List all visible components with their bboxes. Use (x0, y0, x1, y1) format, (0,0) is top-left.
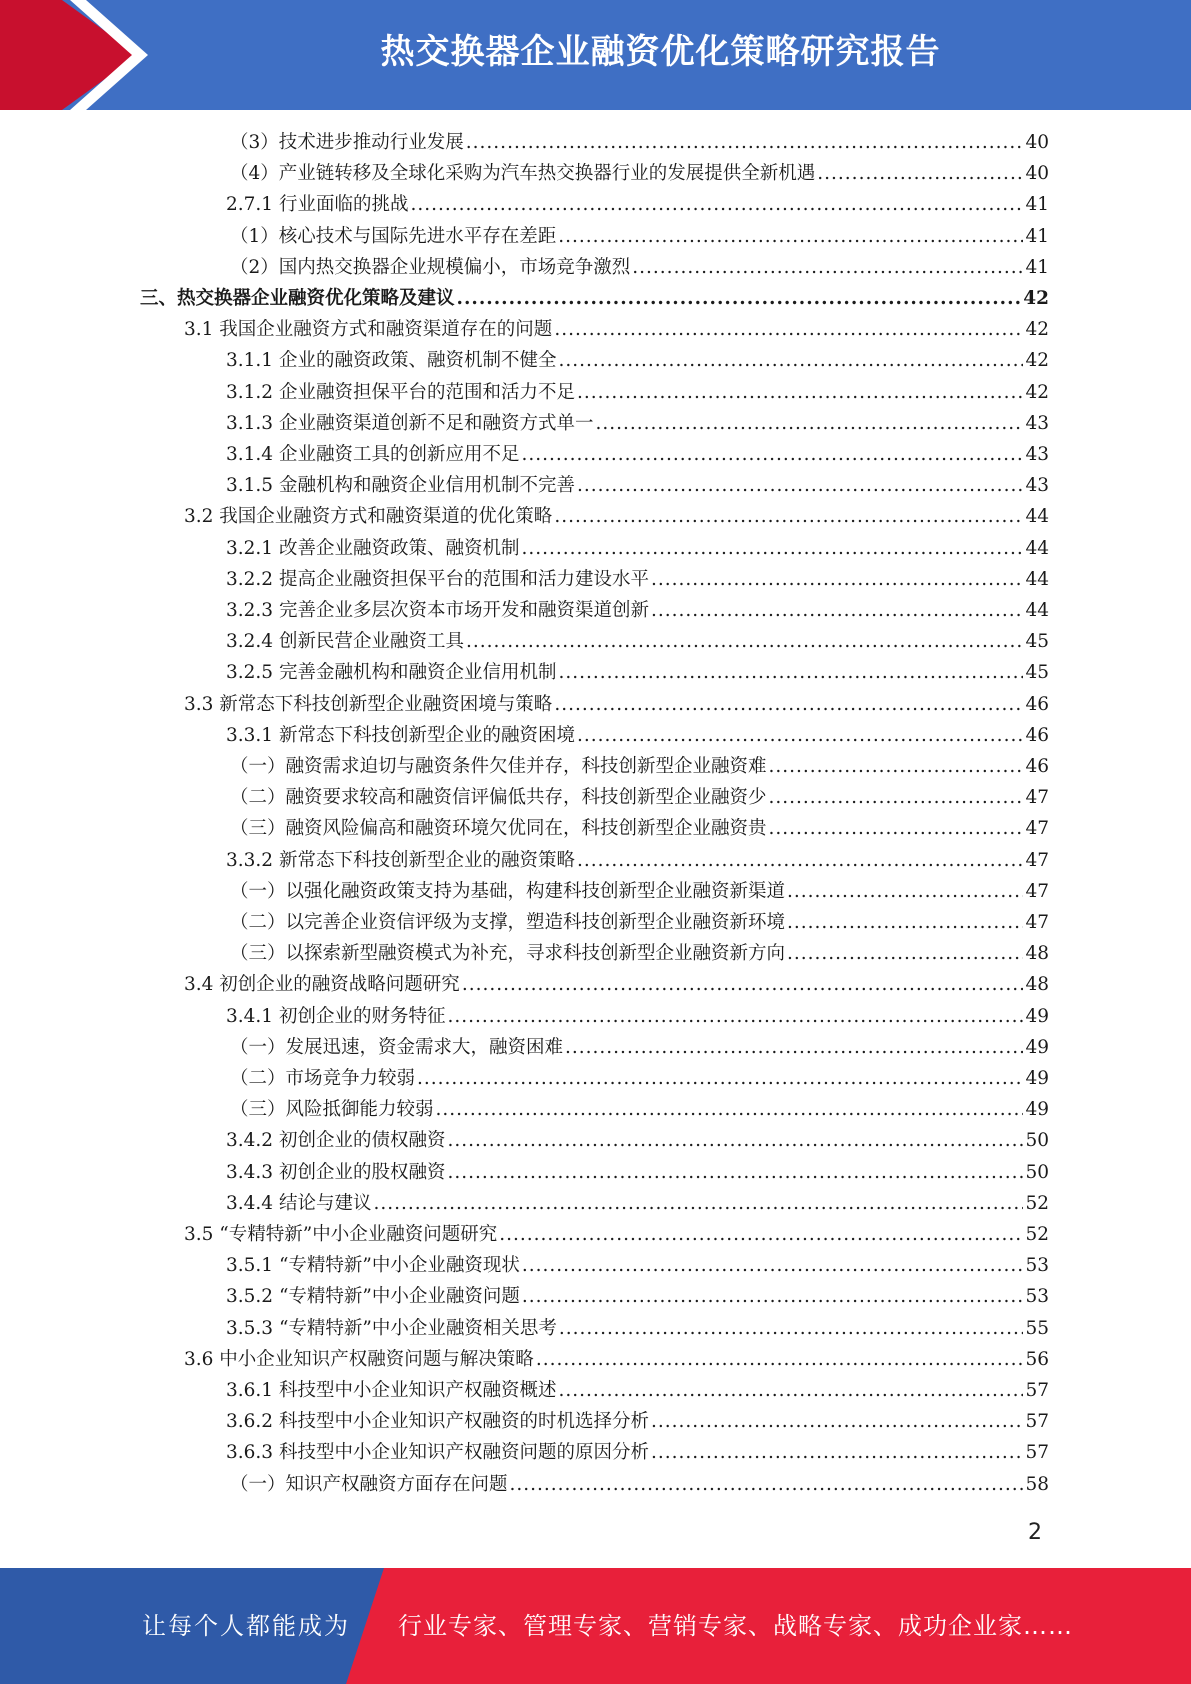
toc-entry-label: 3.3 新常态下科技创新型企业融资困境与策略 (184, 693, 553, 715)
toc-dot-leader (417, 1063, 1023, 1094)
toc-entry-label: （三）融资风险偏高和融资环境欠优同在，科技创新型企业融资贵 (230, 818, 767, 840)
toc-dot-leader (554, 314, 1023, 345)
toc-entry-label: 3.4.2 初创企业的债权融资 (226, 1130, 446, 1152)
toc-dot-leader (410, 189, 1023, 220)
toc-dot-leader (651, 595, 1023, 626)
toc-entry-label: （二）市场竞争力较弱 (230, 1068, 416, 1089)
toc-entry-page: 46 (1025, 756, 1049, 777)
report-title: 热交换器企业融资优化策略研究报告 (380, 32, 941, 72)
toc-entry-label: （4）产业链转移及全球化采购为汽车热交换器行业的发展提供全新机遇 (230, 163, 816, 185)
toc-dot-leader (558, 221, 1023, 252)
toc-entry[interactable] (226, 657, 1049, 688)
toc-dot-leader (577, 470, 1023, 501)
toc-dot-leader (595, 408, 1023, 439)
toc-entry-page: 42 (1025, 350, 1049, 372)
toc-dot-leader (499, 1219, 1023, 1250)
footer-slogan-left: 让每个人都能成为 (142, 1612, 350, 1640)
toc-entry-page: 47 (1025, 818, 1049, 840)
toc-entry-page: 49 (1025, 1005, 1049, 1027)
toc-dot-leader (522, 1250, 1024, 1281)
toc-entry[interactable] (226, 377, 1049, 408)
toc-entry[interactable] (230, 813, 1049, 844)
toc-entry-page: 55 (1025, 1317, 1049, 1339)
toc-entry-label: 3.1.3 企业融资渠道创新不足和融资方式单一 (226, 412, 594, 434)
toc-entry-page: 50 (1025, 1130, 1049, 1152)
toc-entry[interactable] (230, 252, 1049, 283)
toc-entry-label: 2.7.1 行业面临的挑战 (226, 194, 409, 216)
toc-entry[interactable] (184, 969, 1049, 1000)
toc-dot-leader (447, 1001, 1023, 1032)
toc-entry-page: 40 (1025, 163, 1049, 185)
toc-dot-leader (787, 938, 1023, 969)
toc-dot-leader (769, 813, 1024, 844)
toc-entry-page: 41 (1025, 225, 1049, 247)
toc-dot-leader (559, 1313, 1024, 1344)
toc-entry-page: 44 (1025, 568, 1049, 590)
toc-entry-label: （三）以探索新型融资模式为补充，寻求科技创新型企业融资新方向 (230, 943, 786, 965)
toc-entry[interactable] (230, 876, 1049, 907)
toc-dot-leader (466, 127, 1024, 158)
toc-entry-label: （二）以完善企业资信评级为支撑，塑造科技创新型企业融资新环境 (230, 912, 786, 933)
toc-entry-page: 44 (1025, 537, 1049, 559)
toc-dot-leader (651, 1406, 1023, 1437)
toc-entry[interactable] (226, 1001, 1049, 1032)
toc-entry[interactable] (230, 1469, 1049, 1500)
toc-entry[interactable] (230, 158, 1049, 189)
toc-entry-page: 56 (1025, 1348, 1049, 1370)
toc-dot-leader (510, 1469, 1024, 1500)
toc-dot-leader (577, 720, 1023, 751)
toc-entry-page: 47 (1025, 912, 1049, 933)
toc-dot-leader (817, 158, 1023, 189)
toc-dot-leader (521, 533, 1023, 564)
toc-dot-leader (447, 1157, 1023, 1188)
toc-entry-label: 3.4.4 结论与建议 (226, 1192, 372, 1214)
toc-entry[interactable] (226, 1437, 1049, 1468)
toc-dot-leader (565, 1032, 1023, 1063)
toc-entry-page: 58 (1025, 1473, 1049, 1495)
toc-entry-label: 3.2.3 完善企业多层次资本市场开发和融资渠道创新 (226, 600, 649, 621)
toc-entry-page: 43 (1025, 444, 1049, 465)
toc-entry[interactable] (230, 938, 1049, 969)
toc-dot-leader (558, 1375, 1023, 1406)
toc-dot-leader (436, 1094, 1024, 1125)
toc-entry[interactable] (184, 314, 1049, 345)
toc-entry-label: 3.4.1 初创企业的财务特征 (226, 1005, 446, 1027)
toc-entry[interactable] (226, 720, 1049, 751)
toc-dot-leader (466, 626, 1023, 657)
page-footer (0, 1568, 1191, 1684)
toc-entry-label: 3.1 我国企业融资方式和融资渠道存在的问题 (184, 319, 553, 341)
toc-entry-page: 53 (1025, 1255, 1049, 1277)
toc-entry-page: 47 (1025, 849, 1049, 871)
toc-entry-label: 3.5.1 “专精特新”中小企业融资现状 (226, 1255, 520, 1277)
toc-dot-leader (522, 1281, 1024, 1312)
toc-entry-label: 3.5 “专精特新”中小企业融资问题研究 (184, 1224, 498, 1245)
toc-dot-leader (536, 1344, 1024, 1375)
toc-entry-label: 3.6.2 科技型中小企业知识产权融资的时机选择分析 (226, 1411, 649, 1433)
toc-entry[interactable] (226, 595, 1049, 626)
toc-entry[interactable] (226, 1188, 1049, 1219)
toc-entry-page: 48 (1025, 974, 1049, 996)
toc-entry-page: 44 (1025, 600, 1049, 621)
toc-entry-page: 52 (1025, 1224, 1049, 1245)
footer-slogan-right: 行业专家、管理专家、营销专家、战略专家、成功企业家…… (398, 1612, 1073, 1640)
toc-entry[interactable] (230, 751, 1049, 782)
toc-entry-page: 41 (1025, 194, 1049, 216)
toc-entry-label: 3.5.2 “专精特新”中小企业融资问题 (226, 1286, 520, 1308)
toc-entry-page: 42 (1023, 288, 1049, 309)
toc-entry[interactable] (226, 1406, 1049, 1437)
toc-entry[interactable] (140, 283, 1049, 314)
toc-entry-page: 40 (1025, 132, 1049, 153)
toc-dot-leader (651, 564, 1023, 595)
toc-entry[interactable] (184, 501, 1049, 532)
toc-entry[interactable] (184, 1344, 1049, 1375)
toc-entry-page: 42 (1025, 319, 1049, 341)
toc-dot-leader (373, 1188, 1023, 1219)
header-arrow-decoration (0, 0, 150, 110)
toc-entry[interactable] (226, 1375, 1049, 1406)
toc-entry-label: 3.1.2 企业融资担保平台的范围和活力不足 (226, 381, 575, 403)
toc-entry[interactable] (184, 689, 1049, 720)
toc-entry-label: 三、热交换器企业融资优化策略及建议 (140, 288, 455, 309)
toc-entry[interactable] (226, 189, 1049, 220)
toc-entry-page: 44 (1025, 506, 1049, 528)
toc-entry-label: 3.6 中小企业知识产权融资问题与解决策略 (184, 1348, 534, 1370)
toc-dot-leader (632, 252, 1023, 283)
toc-dot-leader (787, 876, 1023, 907)
toc-entry[interactable] (230, 782, 1049, 813)
toc-entry-page: 49 (1025, 1036, 1049, 1058)
toc-dot-leader (554, 689, 1023, 720)
toc-entry[interactable] (226, 1313, 1049, 1344)
toc-entry[interactable] (226, 439, 1049, 470)
toc-entry[interactable] (230, 1063, 1049, 1094)
toc-entry-page: 43 (1025, 412, 1049, 434)
toc-entry[interactable] (184, 1219, 1049, 1250)
toc-entry[interactable] (230, 907, 1049, 938)
toc-entry[interactable] (226, 470, 1049, 501)
toc-entry-label: 3.4 初创企业的融资战略问题研究 (184, 974, 460, 996)
toc-entry-label: （3）技术进步推动行业发展 (230, 132, 464, 153)
toc-entry-page: 42 (1025, 381, 1049, 403)
toc-entry-page: 57 (1025, 1411, 1049, 1433)
toc-entry-page: 43 (1025, 475, 1049, 497)
toc-dot-leader (462, 969, 1024, 1000)
toc-entry-label: 3.2.5 完善金融机构和融资企业信用机制 (226, 662, 557, 684)
toc-entry[interactable] (226, 1250, 1049, 1281)
toc-entry-page: 57 (1025, 1442, 1049, 1464)
toc-dot-leader (769, 782, 1024, 813)
toc-entry[interactable] (230, 1032, 1049, 1063)
toc-entry[interactable] (230, 1094, 1049, 1125)
toc-entry[interactable] (230, 221, 1049, 252)
toc-entry-page: 50 (1025, 1161, 1049, 1183)
toc-entry-page: 53 (1025, 1286, 1049, 1308)
toc-entry[interactable] (226, 564, 1049, 595)
toc-entry-label: 3.1.4 企业融资工具的创新应用不足 (226, 444, 520, 465)
toc-entry[interactable] (226, 845, 1049, 876)
toc-entry-label: （一）融资需求迫切与融资条件欠佳并存，科技创新型企业融资难 (230, 756, 767, 777)
toc-entry[interactable] (230, 127, 1049, 158)
toc-entry-label: 3.4.3 初创企业的股权融资 (226, 1161, 446, 1183)
toc-entry[interactable] (226, 626, 1049, 657)
toc-entry-label: 3.1.1 企业的融资政策、融资机制不健全 (226, 350, 557, 372)
toc-entry-label: 3.1.5 金融机构和融资企业信用机制不完善 (226, 475, 575, 497)
toc-entry[interactable] (226, 345, 1049, 376)
toc-dot-leader (457, 283, 1022, 314)
toc-entry-label: 3.2.4 创新民营企业融资工具 (226, 631, 464, 653)
toc-entry-page: 49 (1025, 1068, 1049, 1089)
toc-entry-page: 45 (1025, 631, 1049, 653)
toc-entry[interactable] (226, 1157, 1049, 1188)
toc-entry-label: （一）以强化融资政策支持为基础，构建科技创新型企业融资新渠道 (230, 880, 786, 902)
toc-entry-page: 47 (1025, 880, 1049, 902)
toc-entry[interactable] (226, 1125, 1049, 1156)
toc-dot-leader (651, 1437, 1023, 1468)
toc-entry-label: 3.6.3 科技型中小企业知识产权融资问题的原因分析 (226, 1442, 649, 1464)
toc-entry-label: 3.3.2 新常态下科技创新型企业的融资策略 (226, 849, 575, 871)
toc-entry-label: 3.5.3 “专精特新”中小企业融资相关思考 (226, 1317, 557, 1339)
toc-entry[interactable] (226, 1281, 1049, 1312)
toc-entry-page: 41 (1025, 256, 1049, 278)
toc-entry-label: （三）风险抵御能力较弱 (230, 1099, 434, 1121)
toc-dot-leader (577, 377, 1023, 408)
page-number: 2 (1028, 1520, 1042, 1545)
toc-entry-page: 45 (1025, 662, 1049, 684)
toc-entry-label: 3.3.1 新常态下科技创新型企业的融资困境 (226, 724, 575, 746)
toc-entry-page: 46 (1025, 724, 1049, 746)
toc-dot-leader (447, 1125, 1023, 1156)
toc-entry-label: 3.2 我国企业融资方式和融资渠道的优化策略 (184, 506, 553, 528)
toc-dot-leader (521, 439, 1023, 470)
toc-dot-leader (554, 501, 1023, 532)
toc-entry-page: 49 (1025, 1099, 1049, 1121)
toc-dot-leader (558, 345, 1023, 376)
toc-dot-leader (558, 657, 1023, 688)
toc-entry-label: （一）发展迅速，资金需求大，融资困难 (230, 1036, 564, 1058)
toc-dot-leader (577, 845, 1023, 876)
toc-dot-leader (769, 751, 1024, 782)
toc-entry-label: 3.6.1 科技型中小企业知识产权融资概述 (226, 1380, 557, 1401)
toc-entry-page: 46 (1025, 693, 1049, 715)
toc-dot-leader (787, 907, 1023, 938)
toc-entry-label: （1）核心技术与国际先进水平存在差距 (230, 225, 557, 247)
toc-entry[interactable] (226, 533, 1049, 564)
toc-entry-label: 3.2.1 改善企业融资政策、融资机制 (226, 537, 520, 559)
toc-entry-page: 52 (1025, 1192, 1049, 1214)
toc-entry-label: （2）国内热交换器企业规模偏小，市场竞争激烈 (230, 256, 631, 278)
toc-entry-page: 57 (1025, 1380, 1049, 1401)
toc-entry-label: 3.2.2 提高企业融资担保平台的范围和活力建设水平 (226, 568, 649, 590)
toc-entry-label: （一）知识产权融资方面存在问题 (230, 1473, 508, 1495)
page-header (0, 0, 1191, 110)
toc-entry[interactable] (226, 408, 1049, 439)
toc-entry-page: 47 (1025, 787, 1049, 809)
toc-entry-label: （二）融资要求较高和融资信评偏低共存，科技创新型企业融资少 (230, 787, 767, 809)
toc-entry-page: 48 (1025, 943, 1049, 965)
